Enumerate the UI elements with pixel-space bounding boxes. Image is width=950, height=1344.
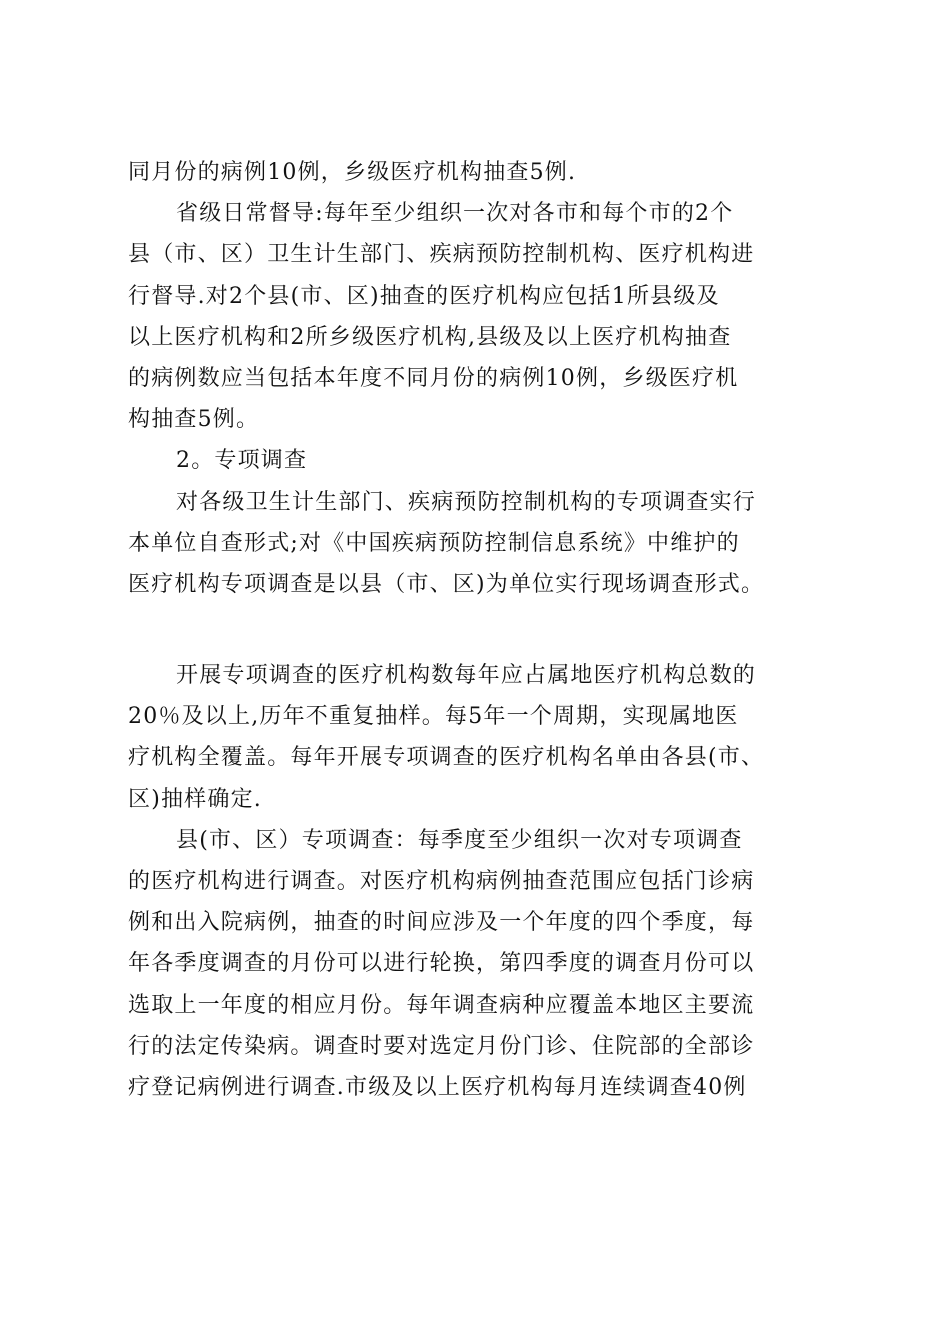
text-line: 开展专项调查的医疗机构数每年应占属地医疗机构总数的 — [176, 663, 757, 689]
text-line: 以上医疗机构和2所乡级医疗机构,县级及以上医疗机构抽查 — [128, 324, 732, 350]
text-line: 20％及以上,历年不重复抽样。每5年一个周期，实现属地医 — [128, 704, 739, 730]
text-line: 的医疗机构进行调查。对医疗机构病例抽查范围应包括门诊病 — [128, 869, 755, 894]
text-line: 省级日常督导:每年至少组织一次对各市和每个市的2个 — [176, 201, 734, 227]
text-line: 县（市、区）卫生计生部门、疾病预防控制机构、医疗机构进 — [128, 242, 755, 268]
text-line: 选取上一年度的相应月份。每年调查病种应覆盖本地区主要流 — [128, 992, 755, 1018]
text-line: 同月份的病例10例，乡级医疗机构抽查5例. — [128, 160, 577, 185]
text-line: 疗机构全覆盖。每年开展专项调查的医疗机构名单由各县(市、 — [128, 745, 765, 771]
paragraph-gap — [128, 605, 828, 655]
text-line: 医疗机构专项调查是以县（市、区)为单位实行现场调查形式。 — [128, 571, 765, 597]
text-line: 行督导.对2个县(市、区)抽查的医疗机构应包括1所县级及 — [128, 283, 720, 309]
text-line: 对各级卫生计生部门、疾病预防控制机构的专项调查实行 — [176, 489, 757, 515]
document-page — [128, 152, 828, 1108]
text-line: 构抽查5例。 — [128, 407, 260, 433]
text-line: 的病例数应当包括本年度不同月份的病例10例，乡级医疗机 — [128, 365, 739, 391]
text-line: 区)抽样确定. — [128, 786, 262, 812]
text-line: 县(市、区）专项调查：每季度至少组织一次对专项调查 — [176, 827, 743, 853]
section-heading: 2。专项调查 — [176, 448, 308, 474]
text-line: 例和出入院病例，抽查的时间应涉及一个年度的四个季度，每 — [128, 910, 755, 936]
text-line: 行的法定传染病。调查时要对选定月份门诊、住院部的全部诊 — [128, 1033, 755, 1059]
text-line: 本单位自查形式;对《中国疾病预防控制信息系统》中维护的 — [128, 530, 740, 556]
text-line: 疗登记病例进行调查.市级及以上医疗机构每月连续调查40例 — [128, 1074, 747, 1100]
text-line: 年各季度调查的月份可以进行轮换，第四季度的调查月份可以 — [128, 951, 755, 977]
